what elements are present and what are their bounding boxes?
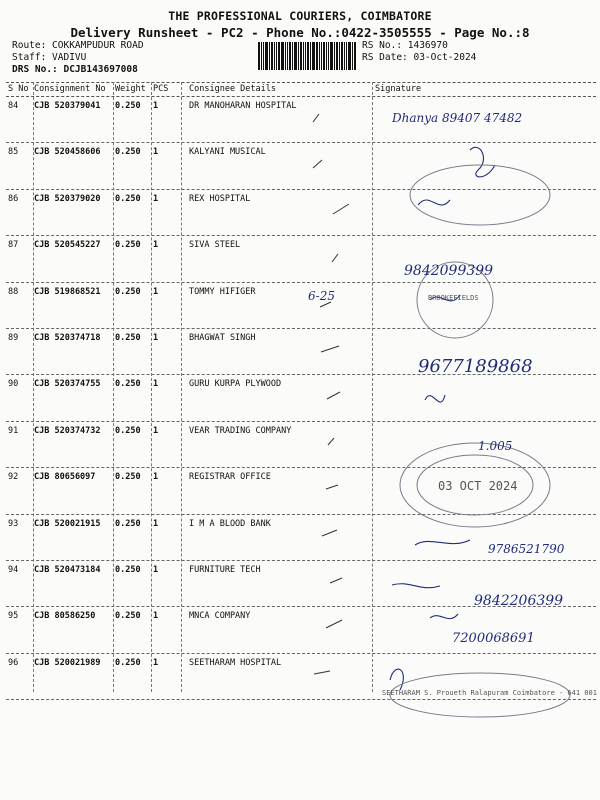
table-header [6,82,596,97]
cell-pcs: 1 [153,472,159,483]
table-row [6,143,596,189]
cell-sno: 95 [8,611,19,622]
handwritten-row89: 9677189868 [418,356,533,377]
cell-pcs: 1 [153,101,159,111]
table-row [6,561,596,607]
cell-consignment: CJB 520021915 [34,518,101,529]
cell-consignment: CJB 519868521 [34,286,101,297]
col-weight: Weight [115,84,146,94]
cell-consignee: DR MANOHARAN HOSPITAL [189,101,297,111]
handwritten-row95: 7200068691 [452,631,535,646]
cell-weight: 0.250 [115,332,141,343]
handwritten-row94: 9842206399 [474,593,564,609]
rs-date-label: RS Date: 03-Oct-2024 [362,52,477,63]
table-row [6,468,596,514]
cell-weight: 0.250 [115,101,141,111]
cell-consignment: CJB 520374732 [34,425,101,436]
table-row [6,190,596,236]
stamp-row96: SEETHARAM S. Proueth Ralapuram Coimbatore - 641 001 [382,689,597,697]
cell-consignment: CJB 520545227 [34,240,101,251]
cell-sno: 88 [8,286,19,297]
stamp-row88: BROOKEFIELDS [428,294,479,302]
stamp-date-row92: 03 OCT 2024 [438,479,518,493]
barcode [258,42,358,70]
drs-label: DRS No.: DCJB143697008 [12,64,138,75]
col-consignee: Consignee Details [189,84,276,94]
col-pcs: PCS [153,84,169,94]
cell-pcs: 1 [153,564,159,575]
cell-weight: 0.250 [115,518,141,529]
cell-weight: 0.250 [115,564,141,575]
cell-pcs: 1 [153,147,159,158]
cell-consignment: CJB 520379020 [34,193,101,204]
cell-consignee: MNCA COMPANY [189,611,251,622]
cell-weight: 0.250 [115,147,141,158]
cell-sno: 92 [8,472,19,483]
cell-consignee: VEAR TRADING COMPANY [189,425,292,436]
cell-sno: 84 [8,101,19,111]
handwritten-row87: 9842099399 [404,263,494,279]
cell-sno: 94 [8,564,19,575]
cell-pcs: 1 [153,425,159,436]
cell-weight: 0.250 [115,657,141,668]
cell-consignee: SIVA STEEL [189,240,241,251]
cell-consignment: CJB 520379041 [34,101,101,111]
cell-consignee: FURNITURE TECH [189,564,261,575]
cell-consignee: KALYANI MUSICAL [189,147,266,158]
cell-sno: 87 [8,240,19,251]
cell-weight: 0.250 [115,611,141,622]
company-title: THE PROFESSIONAL COURIERS, COIMBATORE [168,9,432,23]
col-signature: Signature [375,84,422,94]
cell-consignment: CJB 520458606 [34,147,101,158]
table-row [6,375,596,421]
cell-weight: 0.250 [115,379,141,390]
cell-weight: 0.250 [115,425,141,436]
runsheet-title: Delivery Runsheet - PC2 - Phone No.:0422-3505555 - Page No.:8 [70,25,530,40]
cell-consignment: CJB 520021989 [34,657,101,668]
route-label: Route: COKKAMPUDUR ROAD [12,40,144,51]
cell-pcs: 1 [153,240,159,251]
cell-sno: 90 [8,379,19,390]
cell-consignment: CJB 520473184 [34,564,101,575]
cell-pcs: 1 [153,379,159,390]
cell-pcs: 1 [153,518,159,529]
cell-sno: 89 [8,332,19,343]
cell-weight: 0.250 [115,286,141,297]
cell-pcs: 1 [153,193,159,204]
col-consignment: Consignment No [34,84,106,94]
cell-sno: 91 [8,425,19,436]
handwritten-row88: 6-25 [308,289,335,303]
cell-consignee: SEETHARAM HOSPITAL [189,657,282,668]
cell-consignee: REGISTRAR OFFICE [189,472,271,483]
cell-consignment: CJB 80656097 [34,472,96,483]
cell-consignee: REX HOSPITAL [189,193,251,204]
col-sno: S No [8,84,29,94]
table-row [6,607,596,653]
table-row [6,283,596,329]
cell-pcs: 1 [153,657,159,668]
staff-label: Staff: VADIVU [12,52,87,63]
handwritten-row93: 9786521790 [488,542,565,556]
table-row [6,515,596,561]
handwritten-row84: Dhanya 89407 47482 [392,111,523,125]
table-row [6,97,596,143]
cell-weight: 0.250 [115,472,141,483]
cell-pcs: 1 [153,286,159,297]
runsheet-table [6,82,596,700]
cell-consignment: CJB 80586250 [34,611,96,622]
cell-sno: 85 [8,147,19,158]
table-row [6,329,596,375]
cell-consignee: TOMMY HIFIGER [189,286,256,297]
cell-pcs: 1 [153,611,159,622]
cell-weight: 0.250 [115,193,141,204]
cell-consignment: CJB 520374718 [34,332,101,343]
cell-consignee: BHAGWAT SINGH [189,332,256,343]
cell-consignee: GURU KURPA PLYWOOD [189,379,282,390]
table-row [6,654,596,700]
handwritten-row91: 1.005 [478,439,513,453]
cell-pcs: 1 [153,332,159,343]
cell-sno: 96 [8,657,19,668]
cell-sno: 86 [8,193,19,204]
table-row [6,236,596,282]
cell-weight: 0.250 [115,240,141,251]
cell-sno: 93 [8,518,19,529]
rs-no-label: RS No.: 1436970 [362,40,448,51]
table-row [6,422,596,468]
cell-consignment: CJB 520374755 [34,379,101,390]
cell-consignee: I M A BLOOD BANK [189,518,271,529]
